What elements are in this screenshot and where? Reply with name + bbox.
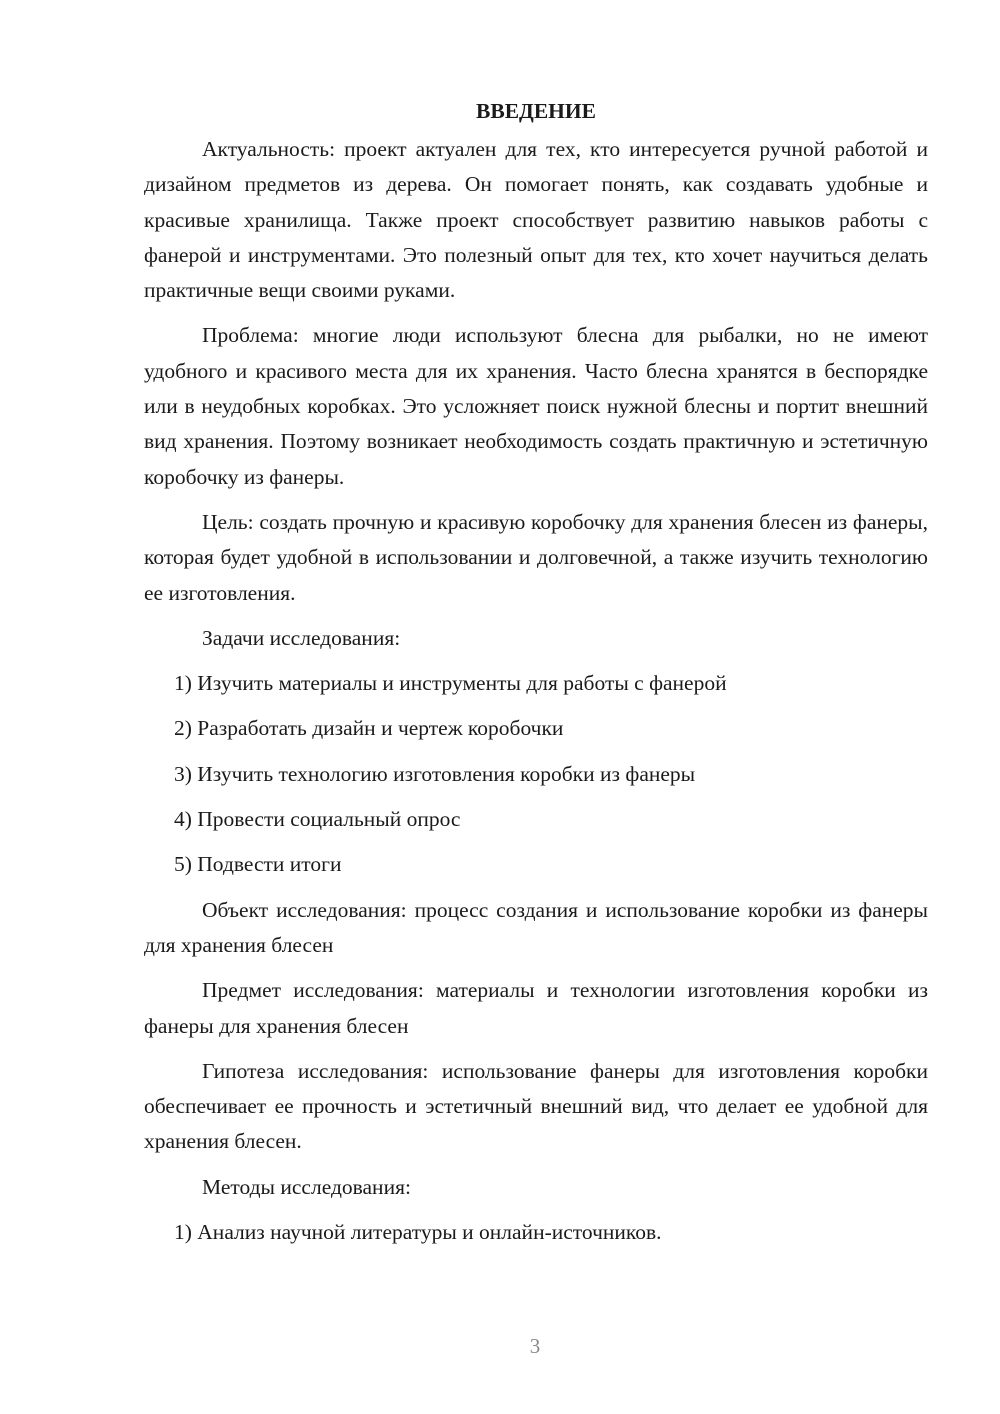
task-item: 3) Изучить технологию изготовления коробки из фанеры (174, 761, 696, 786)
task-item: 1) Изучить материалы и инструменты для работы с фанерой (174, 671, 727, 696)
task-item: 4) Провести социальный опрос (174, 807, 461, 832)
goal-paragraph: Цель: создать прочную и красивую коробочку для хранения блесен из фанеры, которая будет удобной в использовании и долговечной, а также изучить технологию ее изготовления. (144, 509, 928, 605)
object-paragraph: Объект исследования: процесс создания и использование коробки из фанеры для хранения блесен (144, 897, 928, 957)
page-number: 3 (529, 1334, 541, 1358)
task-item: 5) Подвести итоги (174, 852, 342, 877)
page-content (144, 96, 928, 1260)
tasks-heading: Задачи исследования: (202, 625, 401, 650)
method-item: 1) Анализ научной литературы и онлайн-источников. (174, 1220, 662, 1245)
section-title: ВВЕДЕНИЕ (476, 99, 596, 123)
hypothesis-paragraph: Гипотеза исследования: использование фанеры для изготовления коробки обеспечивает ее прочность и эстетичный внешний вид, что делает ее удобной для хранения блесен. (144, 1058, 928, 1154)
relevance-paragraph: Актуальность: проект актуален для тех, кто интересуется ручной работой и дизайном предметов из дерева. Он помогает понять, как создавать удобные и красивые хранилища. Также проект способствует развитию навыков работы с фанерой и инструментами. Это полезный опыт для тех, кто хочет научиться делать практичные вещи своими руками. (144, 137, 928, 303)
task-item: 2) Разработать дизайн и чертеж коробочки (174, 716, 564, 741)
methods-heading: Методы исследования: (202, 1174, 411, 1199)
problem-paragraph: Проблема: многие люди используют блесна для рыбалки, но не имеют удобного и красивого места для их хранения. Часто блесна хранятся в беспорядке или в неудобных коробках. Это усложняет поиск нужной блесны и портит внешний вид хранения. Поэтому возникает необходимость создать практичную и эстетичную коробочку из фанеры. (144, 323, 928, 489)
subject-paragraph: Предмет исследования: материалы и технологии изготовления коробки из фанеры для хранения блесен (144, 978, 928, 1038)
